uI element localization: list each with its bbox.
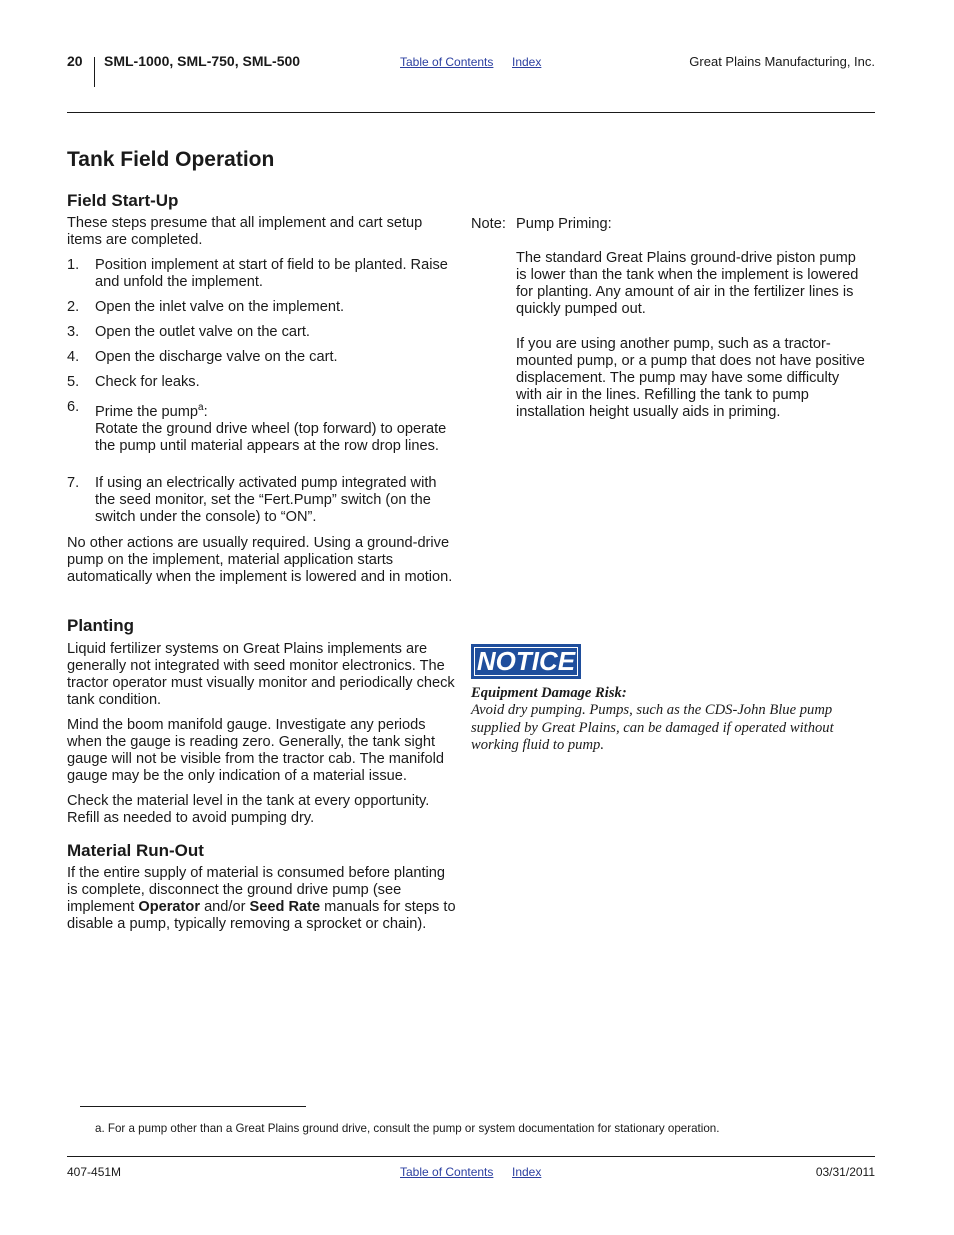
step-number: 5. <box>67 374 80 390</box>
step-number: 1. <box>67 257 80 273</box>
planting-paragraph: Check the material level in the tank at every opportunity. Refill as needed to avoid pumping dry. <box>67 793 430 826</box>
notice-badge <box>471 644 581 679</box>
planting-heading: Planting <box>67 616 135 635</box>
document-title: SML-1000, SML-750, SML-500 <box>104 53 301 69</box>
operator-manual-ref: Operator <box>138 899 201 915</box>
notice-badge-label: NOTICE <box>474 647 578 676</box>
note-title: Pump Priming: <box>516 216 612 232</box>
header-index-link[interactable]: Index <box>512 55 542 69</box>
step-text-part: Prime the pump <box>95 403 199 420</box>
runout-text: manuals for steps to disable a pump, typically removing a sprocket or chain). <box>67 899 456 932</box>
footer-toc-link[interactable]: Table of Contents <box>400 1165 494 1179</box>
field-startup-intro: These steps presume that all implement and cart setup items are completed. <box>67 215 423 248</box>
notice-title: Equipment Damage Risk: <box>471 685 627 701</box>
step-text <box>95 399 459 455</box>
step-number: 7. <box>67 475 80 491</box>
runout-paragraph <box>67 865 459 933</box>
doc-number: 407-451M <box>67 1165 122 1179</box>
section-title: Tank Field Operation <box>67 148 275 171</box>
header-toc-link[interactable]: Table of Contents <box>400 55 494 69</box>
note-label: Note: <box>471 216 506 232</box>
step-text-detail: Rotate the ground drive wheel (top forward) to operate the pump until material appears at the row drop lines. <box>95 420 447 454</box>
step-number: 6. <box>67 399 80 415</box>
footer-rule <box>67 1156 875 1157</box>
footer-index-link[interactable]: Index <box>512 1165 542 1179</box>
header-rule <box>67 112 875 113</box>
planting-paragraph: Liquid fertilizer systems on Great Plains implements are generally not integrated with seed monitor electronics. The tractor operator must visually monitor and periodically check tank condition. <box>67 641 455 708</box>
step-text: Position implement at start of field to be planted. Raise and unfold the implement. <box>95 257 448 290</box>
footnote-rule <box>80 1106 306 1107</box>
step-text: Check for leaks. <box>95 374 200 390</box>
step-number: 3. <box>67 324 80 340</box>
step-number: 2. <box>67 299 80 315</box>
header-divider <box>94 57 95 87</box>
step-text: Open the inlet valve on the implement. <box>95 299 345 315</box>
page-number: 20 <box>67 53 83 69</box>
field-startup-outro: No other actions are usually required. Using a ground-drive pump on the implement, material application starts automatically when the implement is lowered and in motion. <box>67 535 453 585</box>
step-text-part: : <box>203 403 208 420</box>
note-paragraph: If you are using another pump, such as a tractor-mounted pump, or a pump that does not have positive displacement. The pump may have some difficulty with air in the lines. Refilling the tank to pump installation height usually aids in priming. <box>516 336 865 420</box>
seed-rate-manual-ref: Seed Rate <box>249 899 321 915</box>
company-name: Great Plains Manufacturing, Inc. <box>689 54 875 69</box>
step-text: Open the outlet valve on the cart. <box>95 324 310 340</box>
doc-date: 03/31/2011 <box>815 1165 875 1179</box>
note-paragraph: The standard Great Plains ground-drive piston pump is lower than the tank when the implement is lowered for planting. Any amount of air in the fertilizer lines is quickly pumped out. <box>516 250 859 317</box>
runout-heading: Material Run-Out <box>67 841 204 860</box>
step-number: 4. <box>67 349 80 365</box>
notice-body: Avoid dry pumping. Pumps, such as the CDS-John Blue pump supplied by Great Plains, can be damaged if operated without working fluid to pump. <box>471 702 834 753</box>
footnote-marker[interactable]: a <box>198 402 204 413</box>
runout-text: and/or <box>200 899 250 915</box>
step-text: Open the discharge valve on the cart. <box>95 349 338 365</box>
runout-text: If the entire supply of material is consumed before planting is complete, disconnect the ground drive pump (see implement <box>67 865 446 915</box>
step-text: If using an electrically activated pump integrated with the seed monitor, set the “Fert.Pump” switch (on the switch under the console) to “ON”. <box>95 475 437 525</box>
footnote: a. For a pump other than a Great Plains ground drive, consult the pump or system documentation for stationary operation. <box>95 1122 720 1135</box>
field-startup-heading: Field Start-Up <box>67 191 179 210</box>
planting-paragraph: Mind the boom manifold gauge. Investigate any periods when the gauge is reading zero. Generally, the tank sight gauge will not be visible from the tractor cab. The manifold gauge may be the only indication of a material issue. <box>67 717 444 784</box>
